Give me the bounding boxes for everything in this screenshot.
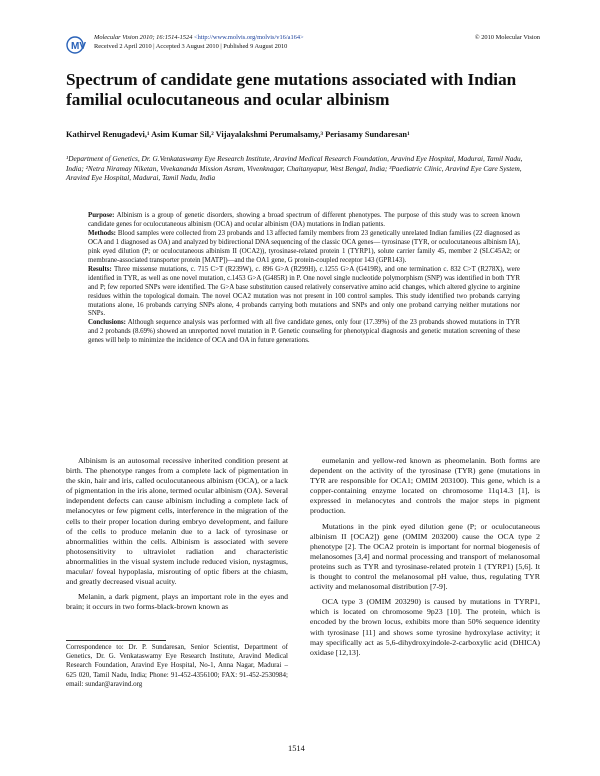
copyright: © 2010 Molecular Vision	[474, 34, 540, 41]
affiliations: ¹Department of Genetics, Dr. G.Venkataswamy Eye Research Institute, Aravind Medical Research Foundation, Aravind Eye Hospital, Madurai, Tamil Nadu, India; ²Netra Niramay Niketan, Vivekananda Mission Asram, Vivenknagar, Chaitanyapur, West Bengal, India; ³Paediatric Clinic, Aravind Eye Care System, Aravind Eye Hospital, Madurai, Tamil Nadu, India	[66, 154, 523, 183]
received-dates: Received 2 April 2010 | Accepted 3 August 2010 | Published 9 August 2010	[94, 43, 288, 50]
methods-label: Methods:	[88, 229, 116, 237]
footnote-divider	[66, 640, 166, 641]
body-paragraph: eumelanin and yellow-red known as pheomelanin. Both forms are dependent on the activity of the tyrosinase (TYR) gene (mutations in TYR are responsible for OCA1; OMIM 203100). This gene, which is a copper-containing enzyme located on chromosome 11q14.3 [1], is expressed in melanocytes and controls the major steps in pigment production.	[310, 456, 540, 516]
purpose-label: Purpose:	[88, 212, 115, 219]
purpose-text: Albinism is a group of genetic disorders, showing a broad spectrum of different phenotypes. The purpose of this study was to screen known candidate genes for oculocutaneous albinism (OCA) and ocular albinism (OA) mutations in Indian patients.	[88, 212, 520, 228]
journal-url-link[interactable]: <http://www.molvis.org/molvis/v16/a164>	[194, 34, 304, 41]
body-paragraph: Melanin, a dark pigment, plays an important role in the eyes and brain; it occurs in two forms-black-brown known as	[66, 592, 288, 612]
body-left-column	[66, 456, 288, 617]
body-paragraph: OCA type 3 (OMIM 203290) is caused by mutations in TYRP1, which is located on chromosome 9p23 [10]. The protein, which is encoded by the brown locus, exhibits more than 50% sequence identity with tyrosinase [11] and shows some tyrosine hydroxylase activity; it may specifically act as 5,6-dihydroxyindole-2-carboxylic acid (DHICA) oxidase [12,13].	[310, 597, 540, 657]
results-label: Results:	[88, 265, 112, 273]
svg-text:MV: MV	[71, 41, 86, 52]
correspondence-note: Correspondence to: Dr. P. Sundaresan, Senior Scientist, Department of Genetics, Dr. G. Venkataswamy Eye Research Institute, Aravind Medical Research Foundation, Aravind Eye Hospital, No-1, Anna Nagar, Madurai – 625 020, Tamil Nadu, India; Phone: 91-452-4356100; FAX: 91-452-2530984; email: sundar@aravind.org	[66, 643, 288, 688]
molecular-vision-logo	[66, 36, 92, 54]
body-paragraph: Albinism is an autosomal recessive inherited condition present at birth. The phenotype ranges from a complete lack of pigmentation in the skin, hair and iris, called oculocutaneous albinism (OCA), or a lack of pigmentation in the iris alone, termed ocular albinism (OA). Several independent defects can cause albinism including a complete lack of melanocytes or few pigment cells, interference in the migration of the cells to their proper location during embryo development, and failure of the cells to produce melanin due to a lack of tyrosinase or abnormalities within the cells. Albinism is associated with severe photosensitivity to ultraviolet radiation and characteristic abnormalities in the visual system include reduced vision, nystagmus, macular/ foveal hypoplasia, misrouting of optic fibers at the chiasm, and greatly decreased visual acuity.	[66, 456, 288, 587]
conclusions-label: Conclusions:	[88, 319, 126, 327]
author-list: Kathirvel Renugadevi,¹ Asim Kumar Sil,² Vijayalakshmi Perumalsamy,³ Periasamy Sundaresan¹	[66, 130, 410, 139]
journal-ref: Molecular Vision 2010; 16:1514-1524	[94, 34, 193, 41]
body-right-column	[310, 456, 540, 663]
abstract	[88, 212, 520, 346]
methods-text: Blood samples were collected from 23 probands and 13 affected family members from 23 genetically unrelated Indian families (22 diagnosed as OCA and 1 diagnosed as OA) and analyzed by bidirectional DNA sequencing of the classic OCA genes— tyrosinase (TYR, or oculocutaneous albinism IA), pink eyed dilution (P; or oculocutaneous albinism II (OCA2)), tyrosinase-related protein 1 (TYRP1), solute carrier family 45, member 2 (SLC45A2; or membrane-associated transporter protein [MATP])—and the OA1 gene, G protein-coupled receptor 143 (GPR143).	[88, 229, 520, 264]
conclusions-text: Although sequence analysis was performed with all five candidate genes, only four (17.39%) of the 23 probands showed mutations in TYR and 2 probands (8.69%) showed an unreported novel mutation in P. Genetic counseling for phenotypical diagnosis and genetic mutation screening of these genes will help to minimize the incidence of OCA and OA in future generations.	[88, 319, 521, 345]
body-paragraph: Mutations in the pink eyed dilution gene (P; or oculocutaneous albinism II [OCA2]) gene (OMIM 203200) cause the OCA type 2 phenotype [2]. The OCA2 protein is important for normal biogenesis of melanosomes [3,4] and normal processing and transport of melanosomal proteins such as TYR and tyrosinase-related protein 1 (TYRP1) [5,6]. It is thought to control the melanosomal pH value, thus, regulating TYR activity and melanosomal distribution [7-9].	[310, 521, 540, 592]
journal-citation	[94, 34, 304, 42]
results-text: Three missense mutations, c. 715 C>T (R239W), c. 896 G>A (R299H), c.1255 G>A (G419R), and one termination c. 832 C>T (R278X), were identified in TYR, as well as one novel mutation, c.1453 G>A (G485R) in P. One novel single nucleotide polymorphism (SNP) was identified in both TYR and P; few reported SNPs were identified. The G>A base substitution caused relatively conservative amino acid changes, which altered glycine to arginine residues within the topological domain. The novel OCA2 mutation was not present in 100 control samples. This study identified two probands carrying mutations alone, 16 probands carrying SNPs alone, 4 probands carrying both mutations and SNPs and only one proband carrying neither mutations nor SNPs.	[88, 265, 520, 318]
page-number: 1514	[288, 744, 305, 753]
article-title: Spectrum of candidate gene mutations associated with Indian familial oculocutaneous and ocular albinism	[66, 70, 517, 109]
